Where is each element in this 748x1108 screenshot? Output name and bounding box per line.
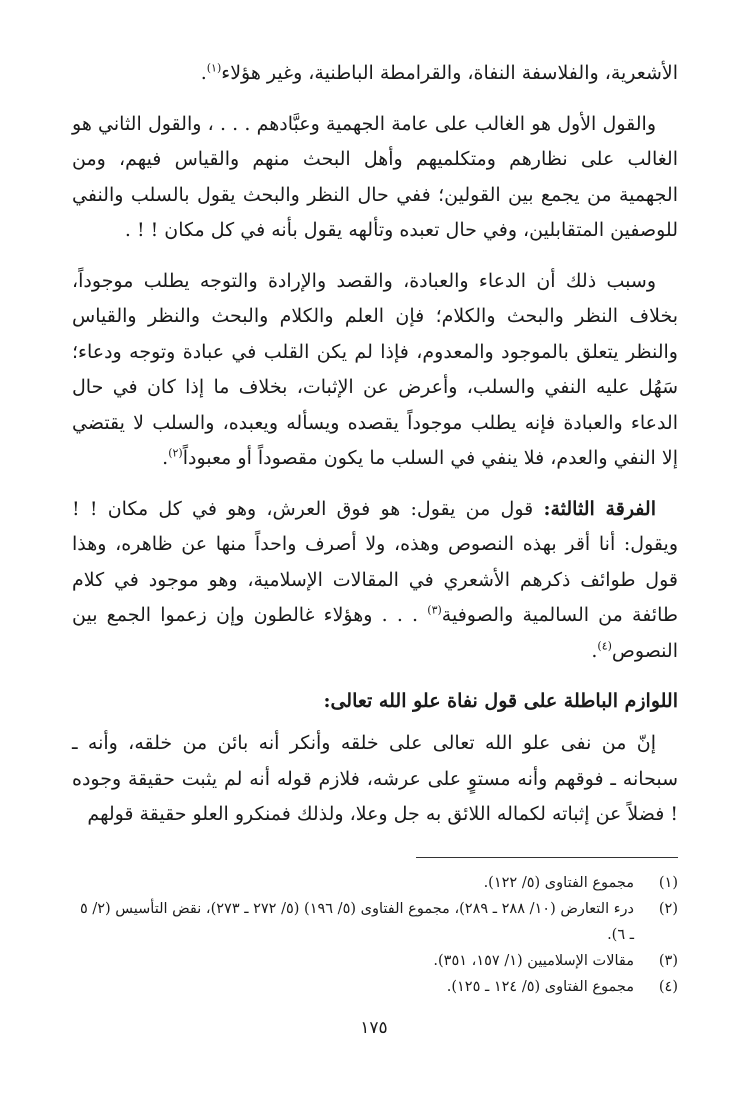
section-heading: اللوازم الباطلة على قول نفاة علو الله تعالى: xyxy=(323,690,678,712)
footnote-number: (٢) xyxy=(658,900,678,917)
footnote-number: (٤) xyxy=(658,978,678,995)
footnote-ref-2[interactable]: (٢) xyxy=(168,446,183,460)
paragraph-4-middle: . . . وهؤلاء غالطون وإن زعموا الجمع بين النصوص xyxy=(72,604,678,662)
page-number: ١٧٥ xyxy=(360,1018,388,1038)
footnote-number: (١) xyxy=(658,874,678,891)
footnote-item xyxy=(72,870,678,896)
footnote-ref-4[interactable]: (٤) xyxy=(597,639,612,653)
footnote-item xyxy=(72,974,678,1000)
paragraph-5: إنّ من نفى علو الله تعالى على خلقه وأنكر أنه بائن من خلقه، وأنه ـ سبحانه ـ فوقهم وأنه مستوٍ على عرشه، فلازم قوله أنه لم يثبت حقيقة وجوده ! فضلاً عن إثباته لكماله اللائق به جل وعلا، ولذلك فمنكرو العلو حقيقة قولهم xyxy=(72,732,678,825)
footnote-text: درء التعارض (١٠/ ٢٨٨ ـ ٢٨٩)، مجموع الفتاوى (٥/ ١٩٦) (٥/ ٢٧٢ ـ ٢٧٣)، نقض التأسيس (٢/ ٥ ـ ٦). xyxy=(79,900,634,943)
paragraph-2: والقول الأول هو الغالب على عامة الجهمية وعبَّادهم . . . ، والقول الثاني هو الغالب على نظارهم ومتكلميهم وأهل البحث منهم والقياس فيهم، ومن الجهمية من يجمع بين القولين؛ ففي حال النظر والبحث يقول بالسلب والنفي للوصفين المتقابلين، وفي حال تعبده وتألهه يقول بأنه في كل مكان ! ! . xyxy=(72,112,678,241)
footnote-item xyxy=(72,896,678,948)
footnote-text: مقالات الإسلاميين (١/ ١٥٧، ٣٥١). xyxy=(433,952,634,969)
paragraph-1-end: . xyxy=(200,62,207,84)
paragraph-1-text: الأشعرية، والفلاسفة النفاة، والقرامطة الباطنية، وغير هؤلاء xyxy=(221,62,678,84)
footnote-ref-1[interactable]: (١) xyxy=(206,61,222,75)
paragraph-1 xyxy=(72,56,678,92)
paragraph-3-text: وسبب ذلك أن الدعاء والعبادة، والقصد والإرادة والتوجه يطلب موجوداً، بخلاف النظر والبحث والكلام؛ فإن العلم والكلام والبحث والنظر والقياس والنظر يتعلق بالموجود والمعدوم، فإذا لم يكن القلب في عبادة وتوجه ودعاء؛ سَهُل عليه النفي والسلب، وأعرض عن الإثبات، بخلاف ما إذا كان في حال الدعاء والعبادة فإنه يطلب موجوداً يقصده ويسأله ويعبده، والسلب لا يقتضي إلا النفي والعدم، فلا ينفي في السلب ما يكون مقصوداً أو معبوداً xyxy=(72,269,678,469)
footnote-divider xyxy=(416,857,678,858)
footnotes xyxy=(72,870,678,1000)
paragraph-3-end: . xyxy=(162,447,169,469)
footnote-text: مجموع الفتاوى (٥/ ١٢٢). xyxy=(483,874,634,891)
paragraph-4-end: . xyxy=(591,639,598,662)
footnote-ref-3[interactable]: (٣) xyxy=(427,603,442,617)
footnote-number: (٣) xyxy=(658,952,678,969)
third-sect-heading: الفرقة الثالثة: xyxy=(543,497,656,520)
footnote-text: مجموع الفتاوى (٥/ ١٢٤ ـ ١٢٥). xyxy=(446,978,634,995)
paragraph-4-text: قول من يقول: هو فوق العرش، وهو في كل مكان ! ! ويقول: أنا أقر بهذه النصوص وهذه، ولا أصرف واحداً منها عن ظاهره، وهذا قول طوائف ذكرهم الأشعري في المقالات الإسلامية، وهو موجود في كلام طائفة من السالمية والصوفية xyxy=(72,497,679,626)
paragraph-3 xyxy=(72,264,678,477)
footnote-item xyxy=(72,948,678,974)
paragraph-4 xyxy=(72,492,678,670)
